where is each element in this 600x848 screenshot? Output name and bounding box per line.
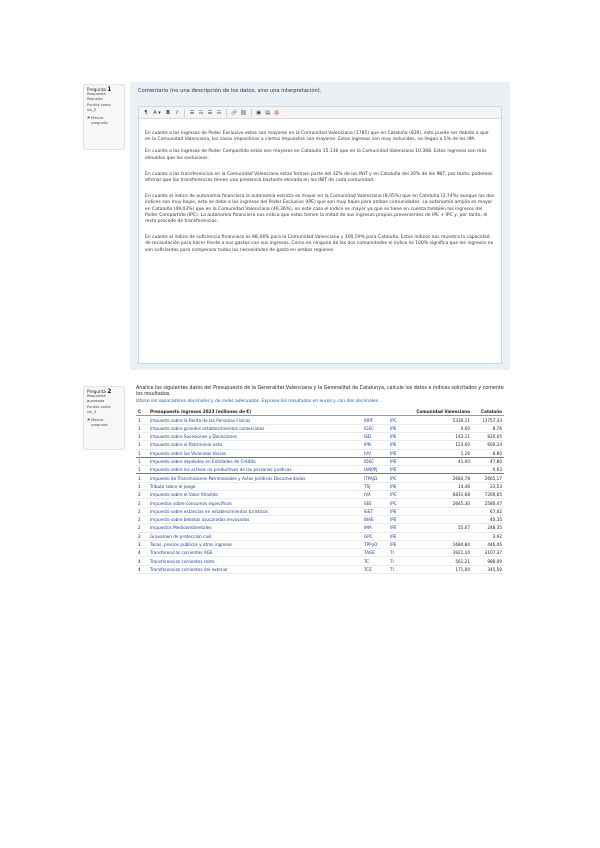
row-type: IPE (388, 457, 410, 465)
answer-paragraph: En cuanto al índice de suficiencia financiera es 98,44% para la Comunidad Valenciana y 100,59% para Cataluña. Estos índices nos muestra la capacidad de recaudación para hacer frente a sus gastos con sus ingresos. Como en ninguna de las dos comunidades el índice es 100% significa que los ingresos no son suficientes para compensar todas las necesidades de gasto en ambas regiones. (145, 235, 494, 253)
row-cataluna: 600,24 (472, 441, 504, 449)
row-valenciana: 143,11 (410, 433, 472, 441)
row-chapter: 2 (136, 515, 148, 523)
row-code: TAGE (362, 549, 388, 557)
row-concept: Impuesto sobre las Viviendas Vacías (148, 449, 362, 457)
row-cataluna: 0,63 (472, 466, 504, 474)
row-code: TC (362, 557, 388, 565)
bold-button[interactable]: B (166, 109, 170, 116)
row-chapter: 1 (136, 433, 148, 441)
row-chapter: 1 (136, 482, 148, 490)
table-row (136, 524, 504, 532)
col-valenciana: Comunidad Valenciana (410, 407, 472, 416)
row-type: IPC (388, 491, 410, 499)
question2-status-text: Respuesta (87, 394, 106, 398)
table-row (136, 507, 504, 515)
table-row (136, 565, 504, 573)
row-valenciana (410, 507, 472, 515)
editor-toolbar (139, 107, 501, 119)
question1-panel (130, 82, 510, 370)
row-cataluna: 8,76 (472, 424, 504, 432)
question1-flag-label2: pregunta (91, 121, 108, 125)
manage-files-button[interactable]: ▥ (274, 109, 279, 116)
row-valenciana (410, 532, 472, 540)
row-code: IMA (362, 524, 388, 532)
row-type: TI (388, 565, 410, 573)
insert-image-button[interactable]: ▣ (256, 109, 261, 116)
answer-paragraph: En cuanto al índice de autonomía financiera la autonomía estricta es mayor en la Comunidad Valenciana (8,05%) que en Cataluña (2,74%) aunque los dos índices son muy bajos, esto se debe a los ingresos del Poder Exclusivo (IPE) que son muy bajos para ambas comunidades. La autonomía amplia es mayor en Cataluña (49,03%) que en la Comunidad Valenciana (46,36%), en este caso el índice es mayor ya que se tiene en cuenta también los ingresos del Poder Compartido (IPC). La autonomía financiera nos indica que estas tienen la mitad de sus ingresos propios provenientes de IPE + IPC y, por tanto, el resto procede de transferencias. (145, 194, 495, 225)
table-row (136, 482, 504, 490)
row-code: IPN (362, 441, 388, 449)
row-code: IVA (362, 491, 388, 499)
row-chapter: 4 (136, 565, 148, 573)
row-valenciana: 171,00 (410, 565, 472, 573)
row-valenciana: 55,07 (410, 524, 472, 532)
question2-label-text: Pregunta (87, 389, 106, 394)
row-valenciana: 2684,78 (410, 474, 472, 482)
row-concept: Impuesto sobre grandes establecimientos comerciales (148, 424, 362, 432)
row-valenciana: 1,26 (410, 449, 472, 457)
row-concept: Transferencias corrientes AGE (148, 549, 362, 557)
question2-status-text2: guardada (87, 399, 105, 403)
question1-prompt: Comentario (no una descripción de los datos, sino una interpretación). (138, 88, 322, 94)
table-row (136, 433, 504, 441)
row-code: TPPyO (362, 540, 388, 548)
flag-icon: ⚑ (87, 418, 91, 422)
col-type (388, 407, 410, 416)
row-type: IPE (388, 532, 410, 540)
row-code: IEET (362, 507, 388, 515)
row-chapter: 2 (136, 524, 148, 532)
answer-paragraph: En cuanto a los ingresos de Poder Compartido estos son mayores en Cataluña 15.136 que en la Comunidad Valenciana 10.368. Estos ingresos son más elevados que los exclusivos. (145, 149, 487, 161)
budget-table (136, 407, 504, 574)
toolbar-divider (226, 109, 227, 117)
row-code: IGEC (362, 424, 388, 432)
col-chapter: C (136, 407, 148, 416)
row-valenciana (410, 466, 472, 474)
toolbar-divider (184, 109, 185, 117)
row-chapter: 2 (136, 532, 148, 540)
row-valenciana: 14,46 (410, 482, 472, 490)
col-code (362, 407, 388, 416)
question2-score (87, 405, 121, 415)
toolbar-divider (251, 109, 252, 117)
question1-status-text: Respuesta (87, 92, 106, 96)
row-concept: Impuesto sobre bebidas azucaradas envasadas (148, 515, 362, 523)
row-concept: Impuesto sobre la Renta de las Personas Físicas (148, 416, 362, 424)
question2-score-value: sin_5 (87, 410, 97, 414)
row-cataluna: 248,35 (472, 524, 504, 532)
table-row (136, 424, 504, 432)
question1-flag-toggle[interactable] (87, 116, 121, 126)
row-type: IPE (388, 507, 410, 515)
row-chapter: 2 (136, 491, 148, 499)
question1-flag-label: Marcar (91, 116, 104, 120)
row-chapter: 4 (136, 549, 148, 557)
row-cataluna: 988,09 (472, 557, 504, 565)
row-chapter: 1 (136, 424, 148, 432)
row-type: IPE (388, 524, 410, 532)
row-code: GPC (362, 532, 388, 540)
question1-status (87, 92, 121, 102)
question1-score (87, 103, 121, 113)
flag-icon: ⚑ (87, 116, 91, 120)
table-row (136, 457, 504, 465)
row-code: ITPAJD (362, 474, 388, 482)
question2-prompt: Analice los siguientes datos del Presupuesto de la Generalitat Valenciana y la Generalitat de Catalunya, calcule los datos e índices solicitados y comente los resultados. (136, 386, 504, 398)
row-chapter: 1 (136, 441, 148, 449)
row-chapter: 4 (136, 557, 148, 565)
question2-info-box (83, 386, 125, 450)
row-concept: Gravamen de protección civil (148, 532, 362, 540)
row-concept: Impuesto de Transmisiones Patrimoniales y Actos Jurídicos Documentados (148, 474, 362, 482)
table-row (136, 557, 504, 565)
budget-table-body (136, 416, 504, 574)
table-row (136, 441, 504, 449)
question2-flag-label: Marcar (91, 418, 104, 422)
row-valenciana: 41,00 (410, 457, 472, 465)
outdent-button[interactable]: ☰ (207, 109, 213, 116)
row-cataluna: 446,06 (472, 540, 504, 548)
font-color-button[interactable]: A ▾ (153, 109, 161, 116)
table-row (136, 466, 504, 474)
row-chapter: 2 (136, 507, 148, 515)
table-row (136, 499, 504, 507)
row-concept: Tributo sobre el juego (148, 482, 362, 490)
row-concept: Tasas, precios públicos y otros ingresos (148, 540, 362, 548)
question1-score-label: Puntúa como (87, 103, 111, 107)
row-code: IRPF (362, 416, 388, 424)
question2-number: 2 (107, 388, 112, 395)
row-type: IPE (388, 449, 410, 457)
row-code: IVV (362, 449, 388, 457)
table-row (136, 474, 504, 482)
row-code: TCE (362, 565, 388, 573)
row-type: IPE (388, 424, 410, 432)
row-valenciana (410, 515, 472, 523)
row-cataluna: 47,80 (472, 457, 504, 465)
row-concept: Impuesto sobre depósitos en Entidades de Crédito (148, 457, 362, 465)
row-concept: Transferencias corrientes resto (148, 557, 362, 565)
question2-panel (130, 380, 510, 638)
table-row (136, 416, 504, 424)
row-type: TI (388, 557, 410, 565)
row-chapter: 1 (136, 416, 148, 424)
table-row (136, 449, 504, 457)
question2-flag-label2: pregunta (91, 423, 108, 427)
row-type: IPE (388, 466, 410, 474)
row-type: IPE (388, 482, 410, 490)
row-code: TSJ (362, 482, 388, 490)
col-concept: Presupuesto ingresos 2023 (millones de €) (148, 407, 362, 416)
unlink-button[interactable]: ⛓ (240, 109, 247, 116)
row-valenciana: 6831,68 (410, 491, 472, 499)
row-valenciana: 123,00 (410, 441, 472, 449)
row-chapter: 1 (136, 457, 148, 465)
row-type: IPC (388, 499, 410, 507)
indent-button[interactable]: ☷ (216, 109, 222, 116)
row-code: IANPPJ (362, 466, 388, 474)
table-row (136, 549, 504, 557)
row-chapter: 1 (136, 449, 148, 457)
row-cataluna: 23,53 (472, 482, 504, 490)
editor-content[interactable] (139, 119, 501, 264)
row-valenciana: 3921,10 (410, 549, 472, 557)
row-type: IPC (388, 416, 410, 424)
row-concept: Impuesto sobre los activos no productivos de las personas jurídicas (148, 466, 362, 474)
row-concept: Impuesto sobre el Patrimonio neto (148, 441, 362, 449)
question2-note: Utilice los separadores decimales y de miles adecuados. Exprese los resultados en euros y con dos decimales. (136, 399, 380, 405)
answer-paragraph: En cuanto a los ingresos de Poder Exclusivo estos son mayores en la Comunidad Valenciana (1785) que en Cataluña (836), esto puede ser debido a que en la Comunidad Valenciana, los casos impositivos a ciertos impuestos son mayores. Estos ingresos son muy reducidos, no llegan a 5% de los IIM. (145, 131, 489, 143)
row-chapter: 1 (136, 474, 148, 482)
row-valenciana: 5330,11 (410, 416, 472, 424)
row-chapter: 1 (136, 466, 148, 474)
row-chapter: 2 (136, 499, 148, 507)
row-code: ISD (362, 433, 388, 441)
insert-media-button[interactable]: ▤ (265, 109, 270, 116)
row-valenciana: 0,00 (410, 424, 472, 432)
ordered-list-button[interactable]: ☷ (198, 109, 204, 116)
table-row (136, 515, 504, 523)
row-type: IPE (388, 441, 410, 449)
question2-score-label: Puntúa como (87, 405, 111, 409)
question1-info-box (83, 84, 125, 150)
table-row (136, 540, 504, 548)
row-code: IIEE (362, 499, 388, 507)
unordered-list-button[interactable]: ☰ (189, 109, 195, 116)
italic-button[interactable]: I (176, 109, 178, 116)
table-row (136, 532, 504, 540)
row-concept: Impuestos sobre consumos específicos (148, 499, 362, 507)
row-type: IPE (388, 540, 410, 548)
row-cataluna: 2665,17 (472, 474, 504, 482)
question1-number: 1 (107, 86, 112, 93)
question2-flag-toggle[interactable] (87, 418, 121, 428)
col-cataluna: Cataluña (472, 407, 504, 416)
row-type: IPE (388, 515, 410, 523)
row-type: IPC (388, 474, 410, 482)
row-cataluna: 8,80 (472, 449, 504, 457)
row-cataluna: 67,02 (472, 507, 504, 515)
row-valenciana: 561,21 (410, 557, 472, 565)
link-button[interactable]: 🔗 (231, 109, 238, 116)
row-concept: Impuesto sobre estancias en establecimientos turísticos (148, 507, 362, 515)
row-concept: Impuesto sobre Sucesiones y Donaciones (148, 433, 362, 441)
row-cataluna: 7266,65 (472, 491, 504, 499)
row-type: TI (388, 549, 410, 557)
row-cataluna: 3107,37 (472, 549, 504, 557)
row-cataluna: 40,35 (472, 515, 504, 523)
table-header-row (136, 407, 504, 416)
question1-status-text2: Resuelta (87, 97, 103, 101)
row-cataluna: 3,92 (472, 532, 504, 540)
row-cataluna: 13757,33 (472, 416, 504, 424)
row-code: IBAE (362, 515, 388, 523)
question2-status (87, 394, 121, 404)
row-cataluna: 345,50 (472, 565, 504, 573)
answer-paragraph: En cuanto a las transferencias en la Comunidad Valenciana estas forman parte del 32% de los INIT y en Cataluña del 20% de los INIT, por tanto, podemos afirmar que las transferencias tienen una presencia bastante elevada en los INIT de cada comunidad. (145, 171, 493, 184)
row-valenciana: 1684,84 (410, 540, 472, 548)
question1-label-text: Pregunta (87, 87, 106, 92)
row-concept: Impuesto sobre el Valor Añadido (148, 491, 362, 499)
row-cataluna: 820,05 (472, 433, 504, 441)
row-type: IPE (388, 433, 410, 441)
row-cataluna: 2580,47 (472, 499, 504, 507)
row-concept: Transferencias corrientes del exterior (148, 565, 362, 573)
row-code: IDEC (362, 457, 388, 465)
answer-editor[interactable] (138, 106, 502, 364)
table-row (136, 491, 504, 499)
paragraph-style-button[interactable]: ¶ (144, 109, 148, 116)
row-valenciana: 2645,30 (410, 499, 472, 507)
question1-score-value: sin_5 (87, 108, 97, 112)
row-concept: Impuestos Medioambientales (148, 524, 362, 532)
row-chapter: 3 (136, 540, 148, 548)
